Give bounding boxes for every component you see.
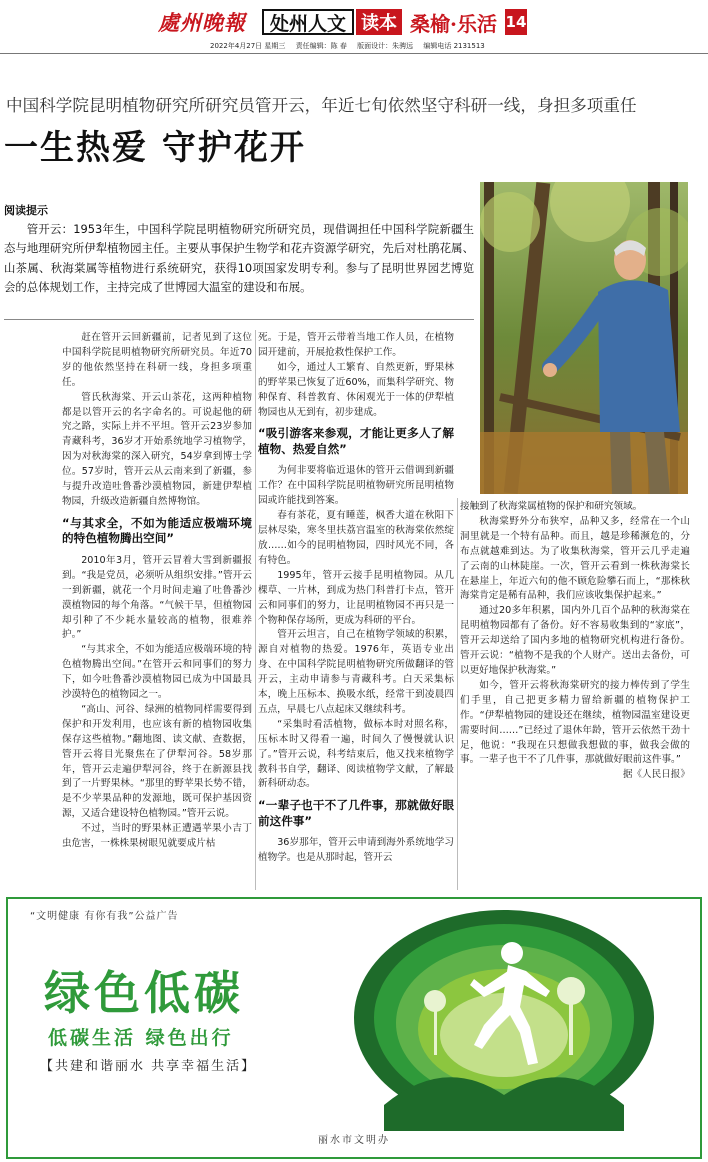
paragraph: 通过20多年积累，国内外几百个品种的秋海棠在昆明植物园都有了备份。好不容易收集到的“家底”，管开云却送给了国内多地的植物研究机构进行备份。管开云说：“植物不是我的个人财产。送出去备份，可以更好地保护秋海棠。”	[460, 605, 690, 676]
paragraph: “采集时看活植物，做标本时对照名称，压标本时又得看一遍，时间久了慢慢就认识了。”管开云说，科考结束后，他又找来植物学教科书自学，翻译、阅读植物学文献，了解最新科研动态。	[258, 718, 454, 790]
article-column-1	[62, 331, 252, 891]
paragraph: 2010年3月，管开云冒着大雪到新疆报到。“我是党员，必须听从组织安排。”管开云一到新疆，就花一个月时间走遍了吐鲁番沙漠植物园的每个角落。“气候干旱，但植物园却引种了不少耗水量较高的植物，很难养护。”	[62, 554, 252, 641]
article-headline: 一生热爱 守护花开	[4, 128, 306, 168]
article-column-2	[258, 331, 454, 891]
section-name: 桑榆·乐活	[410, 11, 497, 36]
designer-credit: 版面设计：朱骋远	[357, 42, 414, 50]
column-divider	[255, 330, 256, 890]
section-red-label: 读本	[356, 9, 402, 35]
subheading: “吸引游客来参观，才能让更多人了解植物、热爱自然”	[258, 426, 454, 456]
masthead	[0, 0, 708, 58]
editor-phone: 编辑电话 2131513	[423, 42, 485, 50]
paragraph: 接触到了秋海棠属植物的保护和研究领域。	[460, 501, 643, 512]
article-kicker: 中国科学院昆明植物研究所研究员管开云，年近七旬依然坚守科研一线，身担多项重任	[6, 96, 637, 115]
paragraph: 如今，通过人工繁育、自然更新，野果林的野苹果已恢复了近60%，而集科学研究、物种保育、科普教育、休闲观光于一体的伊犁植物园也从无到有，初步建成。	[258, 361, 454, 418]
ad-subtitle: 低碳生活 绿色出行	[48, 1027, 234, 1049]
article-column-3	[460, 500, 690, 892]
green-runner-illustration	[324, 905, 684, 1131]
section-box: 处州人文	[262, 9, 354, 35]
paragraph: “与其求全，不如为能适应极端环境的特色植物腾出空间。”在管开云和同事们的努力下，如今吐鲁番沙漠植物园已成为中国最具沙漠特色的植物园之一。	[62, 644, 252, 701]
paragraph: 管开云坦言，自己在植物学领域的积累，源自对植物的热爱。1976年，英语专业出身、在中国科学院昆明植物研究所做翻译的管开云，主动申请参与青藏科考。白天采集标本，晚上压标本、换吸水纸，经常干到凌晨四五点，早晨七八点起床又继续科考。	[258, 629, 454, 715]
paragraph: 为何非要将临近退休的管开云借调到新疆工作？在中国科学院昆明植物研究所昆明植物园或许能找到答案。	[258, 465, 454, 507]
researcher-photo	[480, 182, 688, 494]
issue-date: 2022年4月27日 星期三	[210, 42, 286, 50]
lead-text: 管开云：1953年生，中国科学院昆明植物研究所研究员，现借调担任中国科学院新疆生态与地理研究所伊犁植物园主任。主要从事保护生物学和花卉资源学研究，先后对杜鹃花属、山茶属、秋海棠属等植物进行系统研究，获得10项国家发明专利。参与了昆明世界园艺博览会的总体规划工作，主持完成了世博园大温室的建设和布展。	[4, 222, 474, 295]
paragraph: 春有茶花，夏有睡莲，枫香大道在秋阳下层林尽染，寒冬里扶荔宫温室的秋海棠依然绽放……如今的昆明植物园，四时风光不同，各有特色。	[258, 510, 454, 566]
masthead-info	[210, 41, 493, 51]
ad-footer: 丽水市文明办	[318, 1135, 390, 1146]
lead-divider	[4, 319, 474, 320]
paragraph: 秋海棠野外分布狭窄，品种又多，经常在一个山洞里就是一个特有品种。而且，越是珍稀濒危的，分布点就越难到达。为了收集秋海棠，管开云几乎走遍了云南的山林陡崖。一次，管开云看到一株秋海棠长在悬崖上，年近六旬的他不顾危险攀石而上，“那株秋海棠肯定是稀有品种，我们应该收集保护起来。”	[460, 515, 690, 602]
paragraph: 死。于是，管开云带着当地工作人员，在植物园开建前，开展抢救性保护工作。	[258, 332, 454, 358]
paragraph: “高山、河谷、绿洲的植物同样需要得到保护和开发利用，也应该有新的植物园收集保存这些植物。”翻地图、读文献、查数据，管开云将目光聚焦在了伊犁河谷。58岁那年，管开云走遍伊犁河谷，终于在新源县找到了一片野果林。“那里的野苹果长势不错，是不少苹果品种的发源地，既可保护基因资源，又适合建设特色植物园。”管开云说。	[62, 703, 252, 820]
ad-top-label: “文明健康 有你有我”公益广告	[30, 911, 179, 922]
column-divider	[457, 498, 458, 890]
source-credit: 据《人民日报》	[622, 769, 690, 781]
subheading: “一辈子也干不了几件事，那就做好眼前这件事”	[258, 798, 454, 828]
paper-name: 處州晚報	[158, 10, 246, 35]
forest-photo-illustration	[480, 182, 688, 494]
paragraph: 不过，当时的野果林正遭遇苹果小吉丁虫危害，一株株果树眼见就要成片枯	[62, 823, 252, 850]
paragraph: 赶在管开云回新疆前，记者见到了这位中国科学院昆明植物研究所研究员。年近70岁的他依然坚持在科研一线，身担多项重任。	[62, 332, 252, 388]
paragraph: 管氏秋海棠、开云山茶花，这两种植物都是以管开云的名字命名的。可说起他的研究之路，实际上并不平坦。管开云23岁参加青藏科考，36岁才开始系统地学习植物学，因为对秋海棠的深入研究，54岁拿到博士学位。57岁时，管开云从云南来到了新疆，参与提升改造吐鲁番沙漠植物园，新建伊犁植物园，升级改造新疆自然博物馆。	[62, 391, 252, 507]
paragraph: 如今，管开云将秋海棠研究的接力棒传到了学生们手里，自己把更多精力留给新疆的植物保护工作。“伊犁植物园的建设还在继续，植物园温室建设更需要时间……”已经过了退休年龄，管开云依然干劲十足，他说：“我现在只想做我想做的事，做我会做的事。一辈子也干不了几件事，那就做好眼前这件事。”	[460, 679, 690, 766]
editor-credit: 责任编辑：陈 春	[295, 42, 347, 50]
ad-title: 绿色低碳	[44, 966, 244, 1020]
paragraph: 1995年，管开云接手昆明植物园。从几棵草、一片林，到成为热门科普打卡点，管开云和同事们的努力，让昆明植物园不再只是一个物种保存场所，更成为科研的平台。	[258, 569, 454, 626]
public-service-ad	[6, 897, 702, 1159]
subheading: “与其求全，不如为能适应极端环境的特色植物腾出空间”	[62, 515, 252, 546]
page-number: 14	[505, 9, 527, 35]
lead-title: 阅读提示	[4, 204, 48, 217]
masthead-rule	[0, 53, 708, 54]
masthead-bar	[158, 9, 527, 35]
paragraph: 36岁那年，管开云申请到海外系统地学习植物学。也是从那时起，管开云	[258, 837, 454, 864]
ad-slogan: 【共建和谐丽水 共享幸福生活】	[40, 1059, 257, 1074]
